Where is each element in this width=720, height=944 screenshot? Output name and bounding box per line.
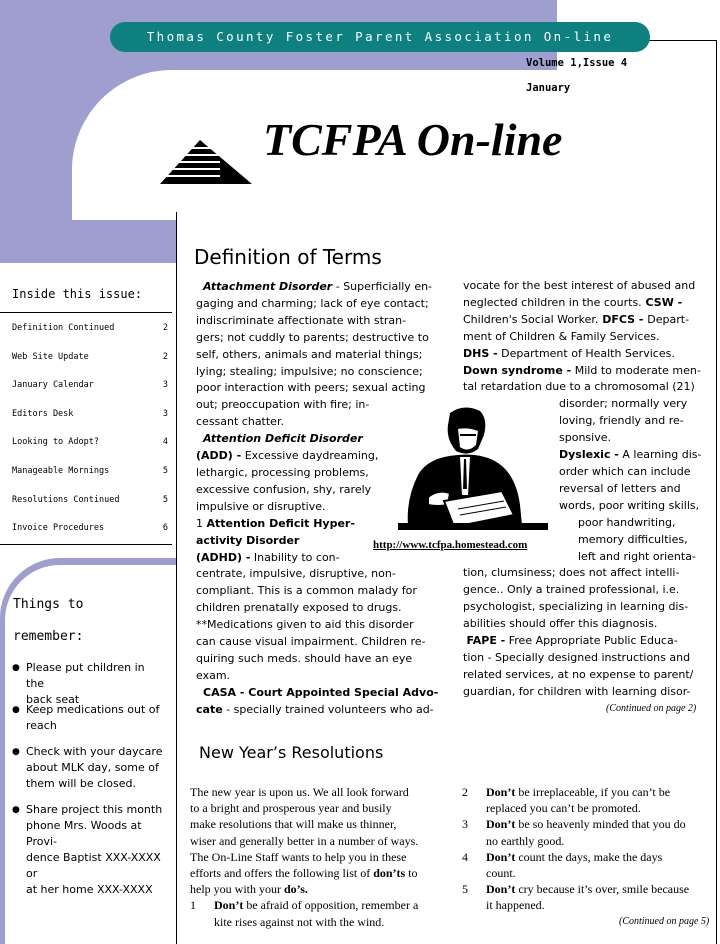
resolutions-text: replaced you can’t be promoted. xyxy=(486,801,641,816)
remember-item-line: Check with your daycare xyxy=(26,745,163,758)
toc-item-label: Resolutions Continued xyxy=(12,495,120,505)
website-link[interactable]: http://www.tcfpa.homestead.com xyxy=(373,539,528,551)
resolutions-heading: New Year’s Resolutions xyxy=(199,743,384,762)
resolutions-text: The new year is upon us. We all look forward xyxy=(190,785,409,799)
resolutions-text: to a bright and prosperous year and busily xyxy=(190,801,392,816)
toc-item-label: Looking to Adopt? xyxy=(12,437,99,447)
term: Dyslexic - xyxy=(559,448,619,462)
toc-item-label: Manageable Mornings xyxy=(12,466,110,476)
resolutions-text: count. xyxy=(486,866,516,881)
definition-text: quiring such meds. should have an eye xyxy=(196,651,413,665)
stairs-logo-icon xyxy=(160,140,254,186)
resolutions-text: cry because it’s over, smile because xyxy=(515,882,690,897)
definition-text: lethargic, processing problems, xyxy=(196,465,369,479)
resolutions-text: no earthly good. xyxy=(486,833,565,848)
definition-text: Free Appropriate Public Educa- xyxy=(505,634,678,648)
bullet-icon: ● xyxy=(12,663,20,673)
resolutions-right-column xyxy=(462,784,720,914)
term: CASA - Court Appointed Special Advo- xyxy=(203,685,439,699)
definition-text: gence.. Only a trained professional, i.e. xyxy=(463,583,680,597)
definition-text: exam. xyxy=(196,668,231,682)
definition-text: Excessive daydreaming, xyxy=(241,449,379,463)
definition-text: gers; not cuddly to parents; destructive to xyxy=(196,330,429,344)
definition-text: left and right orienta- xyxy=(578,549,696,563)
definition-text: loving, friendly and re- xyxy=(559,414,684,428)
definition-text: tion, clumsiness; does not affect intelli- xyxy=(463,566,680,580)
resolutions-text: be irreplaceable, if you can’t be xyxy=(515,785,671,799)
definition-text: 1 xyxy=(196,516,207,530)
remember-item-line: Please put children in the xyxy=(26,661,145,690)
resolutions-text: efforts and offers the following list of xyxy=(190,866,374,881)
masthead-title: TCFPA On-line xyxy=(263,114,563,165)
definition-text: Department of Health Services. xyxy=(497,346,675,360)
term: (ADD) - xyxy=(196,449,242,463)
remember-item-line: at her home XXX-XXXX xyxy=(26,883,153,896)
term: (ADHD) - xyxy=(196,550,251,564)
definition-text: reversal of letters and xyxy=(559,481,681,495)
bullet-icon: ● xyxy=(12,805,20,815)
resolutions-text: be so heavenly minded that you do xyxy=(515,817,686,832)
resolutions-text: to xyxy=(405,866,418,881)
definition-text: psychologist, specializing in learning dis- xyxy=(463,600,689,614)
definition-text: - specially trained volunteers who ad- xyxy=(222,702,434,716)
definition-text: neglected children in the courts. xyxy=(463,295,642,309)
remember-item-line: Keep medications out of xyxy=(26,703,160,716)
definition-text: excessive confusion, shy, rarely xyxy=(196,482,372,496)
definition-text: sponsive. xyxy=(559,431,611,445)
definition-text: words, poor writing skills, xyxy=(559,498,700,512)
term: Attention Deficit Hyper- xyxy=(206,516,355,530)
resolutions-text: help you with your xyxy=(190,882,284,897)
term: DFCS - xyxy=(598,312,648,326)
toc-item-resolutions-continued[interactable] xyxy=(12,495,168,505)
resolution-number: 5 xyxy=(462,882,468,897)
toc-item-page: 4 xyxy=(162,437,168,447)
resolutions-text: make resolutions that will make us thinner, xyxy=(190,817,397,832)
resolutions-emphasis: Don’t xyxy=(486,817,516,832)
definition-text: memory difficulties, xyxy=(578,532,688,546)
term: DHS - xyxy=(463,346,498,360)
definition-text: Inability to con- xyxy=(250,550,340,564)
definition-text: **Medications given to aid this disorder xyxy=(196,618,414,632)
toc-item-page: 5 xyxy=(162,466,168,476)
resolutions-emphasis: Don’t xyxy=(486,882,516,897)
definition-text: lying; stealing; impulsive; no conscience; xyxy=(196,364,423,378)
toc-item-page: 6 xyxy=(162,523,168,533)
definition-text: tion - Specially designed instructions and xyxy=(463,650,691,664)
definition-text: poor interaction with peers; sexual acting xyxy=(196,381,426,395)
man-reading-illustration-icon xyxy=(398,405,548,537)
resolutions-left-column xyxy=(190,784,452,930)
remember-item-line: back seat xyxy=(26,693,80,706)
term: Attachment Disorder xyxy=(203,280,333,293)
toc-item-page: 3 xyxy=(162,409,168,419)
toc-item-manageable-mornings[interactable] xyxy=(12,466,168,476)
resolutions-emphasis: Don’t xyxy=(486,785,516,799)
remember-item-line: reach xyxy=(26,719,57,732)
term: FAPE - xyxy=(466,634,506,648)
toc-item-label: Invoice Procedures xyxy=(12,523,105,533)
remember-item-line: Share project this month xyxy=(26,803,163,816)
remember-item-line: them will be closed. xyxy=(26,777,136,790)
definition-text: Depart- xyxy=(647,312,690,326)
resolution-number: 2 xyxy=(462,785,468,799)
bullet-icon: ● xyxy=(12,747,20,757)
definition-text: can cause visual impairment. Children re- xyxy=(196,635,426,649)
toc-item-label: Editors Desk xyxy=(12,409,74,419)
definition-text: ment of Children & Family Services. xyxy=(463,329,660,343)
definition-text: centrate, impulsive, disruptive, non- xyxy=(196,567,396,581)
definition-text: poor handwriting, xyxy=(578,515,676,529)
toc-item-page: 2 xyxy=(162,323,168,333)
continued-page-2[interactable]: (Continued on page 2) xyxy=(606,703,697,714)
definition-text: children prenatally exposed to drugs. xyxy=(196,601,402,615)
association-banner-text: Thomas County Foster Parent Association On-line xyxy=(146,29,614,44)
toc-divider-top xyxy=(0,312,172,313)
toc-item-looking-to-adopt[interactable] xyxy=(12,437,168,447)
toc-item-label: January Calendar xyxy=(12,380,94,390)
definition-text: A learning dis- xyxy=(618,448,702,462)
definition-text: vocate for the best interest of abused and xyxy=(463,279,696,292)
resolution-number: 1 xyxy=(190,898,196,913)
definition-text: tal retardation due to a chromosomal (21) xyxy=(463,380,695,394)
definition-text: Children's Social Worker. xyxy=(463,312,599,326)
toc-item-editors-desk[interactable] xyxy=(12,409,168,419)
term: CSW - xyxy=(641,295,683,309)
toc-item-page: 3 xyxy=(162,380,168,390)
toc-title: Inside this issue: xyxy=(12,287,143,301)
volume-issue: Volume 1,Issue 4 xyxy=(526,57,628,69)
definition-text: guardian, for children with learning disor- xyxy=(463,684,691,698)
term: cate xyxy=(196,702,223,716)
definition-text: gaging and charming; lack of eye contact; xyxy=(196,296,429,310)
remember-item-line: about MLK day, some of xyxy=(26,761,159,774)
resolutions-text: count the days, make the days xyxy=(515,849,663,864)
resolutions-emphasis: do’s. xyxy=(284,882,308,897)
toc-item-page: 5 xyxy=(162,495,168,505)
remember-title-line2: remember: xyxy=(13,629,84,644)
definitions-heading: Definition of Terms xyxy=(194,245,382,269)
toc-item-page: 2 xyxy=(162,352,168,362)
definition-text: cessant chatter. xyxy=(196,415,284,429)
resolutions-text: it happened. xyxy=(486,898,545,913)
definition-text: compliant. This is a common malady for xyxy=(196,584,417,598)
resolutions-emphasis: Don’t xyxy=(486,849,516,864)
resolutions-emphasis: don’ts xyxy=(373,866,406,881)
definition-text: out; preoccupation with fire; in- xyxy=(196,398,370,412)
definition-text: self, others, animals and material things; xyxy=(196,347,423,361)
definition-text: Mild to moderate men- xyxy=(571,363,701,377)
definition-text: - Superficially en- xyxy=(332,280,433,293)
definition-text: order which can include xyxy=(559,464,691,478)
toc-item-web-site-update[interactable] xyxy=(12,352,168,362)
remember-item-line: phone Mrs. Woods at Provi- xyxy=(26,819,142,848)
toc-divider-bottom xyxy=(0,544,172,545)
resolution-number: 4 xyxy=(462,849,468,864)
resolutions-text: be afraid of opposition, remember a xyxy=(243,898,419,913)
panel-left-border xyxy=(176,212,177,944)
definition-text: abilities should offer this diagnosis. xyxy=(463,617,658,631)
continued-page-5[interactable]: (Continued on page 5) xyxy=(619,916,710,927)
resolutions-emphasis: Don’t xyxy=(214,898,244,913)
remember-title-line1: Things to xyxy=(13,597,84,612)
toc-item-definition-continued[interactable] xyxy=(12,323,168,333)
toc-item-invoice-procedures[interactable] xyxy=(12,523,168,533)
resolutions-text: wiser and generally better in a number of ways. xyxy=(190,833,419,848)
definition-text: related services, at no expense to parent/ xyxy=(463,667,694,681)
definition-text: impulsive or disruptive. xyxy=(196,499,326,513)
resolutions-text: kite rises against not with the wind. xyxy=(214,914,385,929)
term: Attention Deficit Disorder xyxy=(203,432,363,446)
definition-text: disorder; normally very xyxy=(559,397,688,411)
toc-item-label: Definition Continued xyxy=(12,323,115,333)
definition-text: indiscriminate affectionate with stran- xyxy=(196,313,407,327)
bullet-icon: ● xyxy=(12,705,20,715)
issue-month: January xyxy=(526,82,571,94)
toc-item-january-calendar[interactable] xyxy=(12,380,168,390)
remember-item-line: dence Baptist XXX-XXXX or xyxy=(26,851,161,880)
resolutions-text: The On-Line Staff wants to help you in these xyxy=(190,849,407,864)
term: activity Disorder xyxy=(196,533,300,547)
resolution-number: 3 xyxy=(462,817,468,832)
toc-item-label: Web Site Update xyxy=(12,352,89,362)
term: Down syndrome - xyxy=(463,363,572,377)
